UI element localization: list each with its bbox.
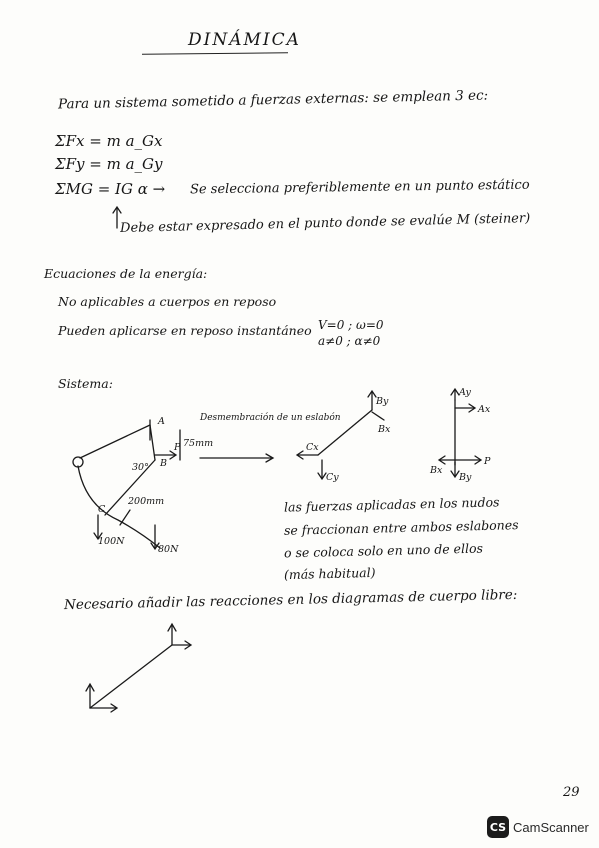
label-ax: Ax [478,404,491,415]
description-line-4: (más habitual) [283,564,376,583]
label-f1: 100N [98,536,125,547]
label-dist-200: 200mm [128,496,165,507]
camscanner-logo-icon: CS [487,816,509,838]
page-title: DINÁMICA [188,30,301,50]
note-static-point: Se selecciona preferiblemente en un punto estático [189,177,530,198]
camscanner-watermark [487,816,589,838]
dimension-200 [120,510,130,525]
label-dist-75: 75mm [183,438,214,449]
label-ay: Ay [459,387,471,398]
energy-line-2: Pueden aplicarse en reposo instantáneo [58,323,312,338]
label-b: B [160,458,167,469]
label-f2: 80N [158,544,179,555]
description-line-3: o se coloca solo en uno de ellos [283,540,484,561]
label-bx: Bx [378,424,391,435]
camscanner-text: CamScanner [513,819,589,835]
label-bx-node: Bx [430,465,443,476]
bottom-link [90,645,172,708]
label-p: P [174,442,181,453]
label-cx: Cx [306,442,319,453]
label-by-node: By [459,472,472,483]
link-vertical [150,425,155,460]
energy-line-1: No aplicables a cuerpos en reposo [58,294,277,309]
energy-heading: Ecuaciones de la energía: [44,266,208,281]
intro-text: Para un sistema sometido a fuerzas externas: se emplean 3 ec: [57,87,489,113]
energy-condition-1: V=0 ; ω=0 [318,318,384,332]
sistema-heading: Sistema: [58,376,113,391]
necesario-text: Necesario añadir las reacciones en los diagramas de cuerpo libre: [63,586,518,614]
equation-moment: ΣMG = IG α → [55,180,166,198]
energy-condition-2: a≠0 ; α≠0 [318,334,381,348]
label-c: C [98,504,106,515]
label-desmembracion: Desmembración de un eslabón [200,413,341,423]
note-steiner: Debe estar expresado en el punto donde se evalúe M (steiner) [119,210,531,237]
label-cy: Cy [326,472,339,483]
page-number: 29 [563,785,580,800]
description-line-1: las fuerzas aplicadas en los nudos [283,494,500,515]
link-top [80,425,150,458]
label-angle: 30° [132,462,149,473]
description-line-2: se fraccionan entre ambos eslabones [283,517,519,538]
label-by: By [376,396,389,407]
equation-fx: ΣFx = m a_Gx [55,132,163,150]
equation-fy: ΣFy = m a_Gy [55,155,163,173]
label-p-node: P [484,456,491,467]
label-a: A [158,416,165,427]
